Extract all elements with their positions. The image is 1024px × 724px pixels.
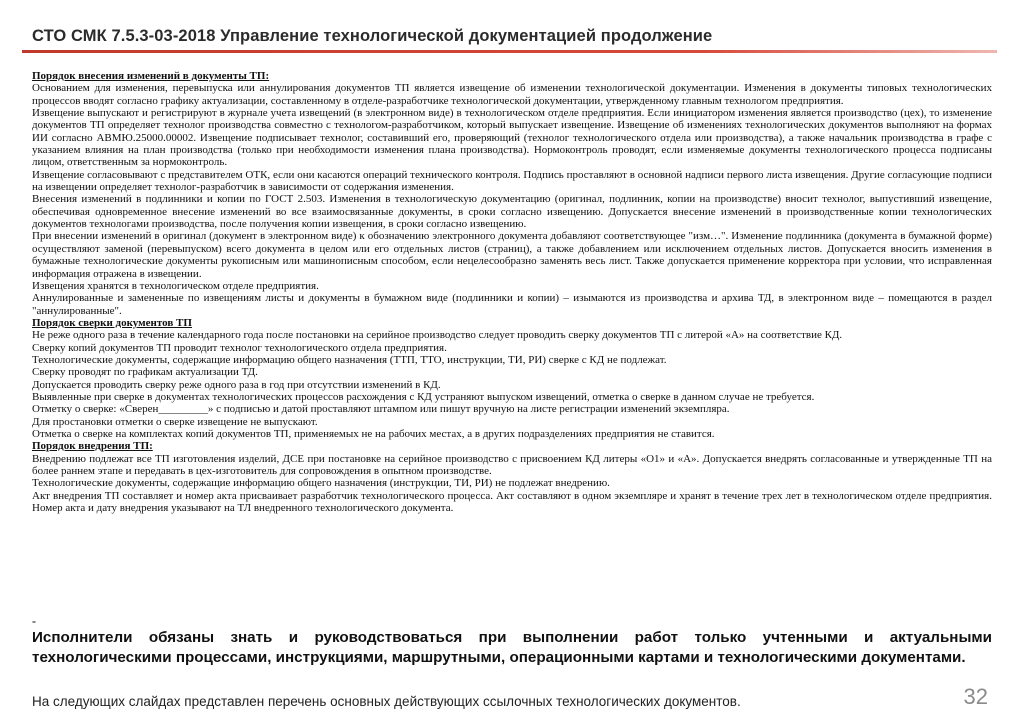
footer-text: На следующих слайдах представлен перечень основных действующих ссылочных технологических документов. [32, 694, 741, 709]
paragraph: Не реже одного раза в течение календарного года после постановки на серийное производство следует проводить сверку документов ТП с литерой «А» на соответствие КД. [32, 329, 843, 342]
title-underline [22, 50, 997, 53]
paragraph: Извещения хранятся в технологическом отделе предприятия. [32, 279, 319, 292]
paragraph: Технологические документы, содержащие информацию общего назначения (ТТП, ТТО, инструкции, ТИ, РИ) сверке с КД не подлежат. [32, 353, 667, 366]
paragraph: Аннулированные и замененные по извещениям листы и документы в бумажном виде (подлинники и копии) – изымаются из производства и архива ТД, в электронном виде – помещаются в раздел "аннулированные". [32, 292, 992, 317]
section-heading-implementation: Порядок внедрения ТП: [32, 440, 153, 453]
section-heading-verification: Порядок сверки документов ТП [32, 316, 192, 329]
slide-title: СТО СМК 7.5.3-03-2018 Управление технологической документацией продолжение [32, 27, 713, 45]
paragraph: Допускается проводить сверку реже одного раза в год при отсутствии изменений в КД. [32, 378, 441, 391]
paragraph: Сверку проводят по графикам актуализации ТД. [32, 366, 258, 379]
paragraph: Технологические документы, содержащие информацию общего назначения (инструкции, ТИ, РИ) не подлежат внедрению. [32, 477, 610, 490]
paragraph: Отметка о сверке на комплектах копий документов ТП, применяемых не на рабочих местах, а в других подразделениях предприятия не ставится. [32, 427, 715, 440]
bold-requirement-note: Исполнители обязаны знать и руководствоваться при выполнении работ только учтенными и актуальными технологическими процессами, инструкциями, маршрутными, операционными картами и технологическими документами. [32, 629, 992, 666]
paragraph: Выявленные при сверке в документах технологических процессов расхождения с КД устраняют выпуском извещений, отметка о сверке в данном случае не требуется. [32, 390, 815, 403]
paragraph: Извещение согласовывают с представителем ОТК, если они касаются операций технического контроля. Подпись проставляют в основной надписи первого листа извещения. Другие согласующие подписи на извещении определяет технолог-разработчик в зависимости от содержания изменения. [32, 168, 992, 194]
section-heading-changes: Порядок внесения изменений в документы ТП: [32, 70, 270, 82]
document-body [32, 70, 992, 514]
paragraph: Внесения изменений в подлинники и копии по ГОСТ 2.503. Изменения в технологическую документацию (оригинал, подлинник, копии на производстве) вносит технолог, выпустивший извещение, обеспечивая одновременное внесение изменений во все взаимосвязанные документы, в сроки согласно извещению. Допускается внесение изменений в производственные копии технологических документов технологами производства, после получения копии извещения, в сроки согласно извещению. [32, 193, 992, 231]
paragraph: Отметку о сверке: «Сверен_________» с подписью и датой проставляют штампом или пишут вручную на листе регистрации изменений экземпляра. [32, 403, 730, 416]
paragraph: При внесении изменений в оригинал (документ в электронном виде) к обозначению электронного документа добавляют соответствующее "изм…". Изменение подлинника (документа в бумажной форме) осуществляют заменой (перевыпуском) всего документа в целом или его отдельных листов (страниц), а также добавлением или исключением отдельных листов. Допускается вносить изменения в бумажные технологические документы рукописным или машинописным способом, если нецелесообразно заменять весь лист. Также допускается применение корректора при условии, что исправленная информация отражена в извещении. [32, 230, 992, 280]
paragraph: Акт внедрения ТП составляет и номер акта присваивает разработчик технологического процесса. Акт составляют в одном экземпляре и хранят в течение трех лет в технологическом отделе предприятия. Номер акта и дату внедрения указывают на ТЛ внедренного технологического документа. [32, 489, 992, 515]
dash-marker: - [32, 614, 36, 628]
paragraph: Для простановки отметки о сверке извещение не выпускают. [32, 415, 318, 428]
paragraph: Внедрению подлежат все ТП изготовления изделий, ДСЕ при постановке на серийное производство с присвоением КД литеры «О1» и «А». Допускается внедрять согласованные и утвержденные ТП на более раннем этапе и передавать в цех-изготовитель для сопровождения в опытном производстве. [32, 452, 992, 477]
paragraph: Извещение выпускают и регистрируют в журнале учета извещений (в электронном виде) в технологическом отделе предприятия. Если инициатором изменения является производство (цех), то изменение документов ТП определяет технолог производства совместно с технологом-разработчиком, который выпускает извещение. Извещение об изменениях технологических документов выполняют на формах ИИ согласно АВМЮ.25000.00002. Извещение подписывает технолог, составивший его, проверяющий (технолог технологического отдела или производства), а также начальник производства в графе с указанием влияния на план производства (только при необходимости изменения плана производства). Нормоконтроль проводят, если изменяемые документы технологического процесса подписаны лицом, ответственным за нормоконтроль. [32, 107, 992, 169]
paragraph: Сверку копий документов ТП проводит технолог технологического отдела предприятия. [32, 341, 447, 354]
paragraph: Основанием для изменения, перевыпуска или аннулирования документов ТП является извещение об изменении технологической документации. Изменения в документы типовых технологических процессов вводят согласно графику актуализации, составленному в отделе-разработчике технологической документации, утвержденному главным технологом предприятия. [32, 82, 992, 107]
page-number: 32 [963, 684, 988, 709]
